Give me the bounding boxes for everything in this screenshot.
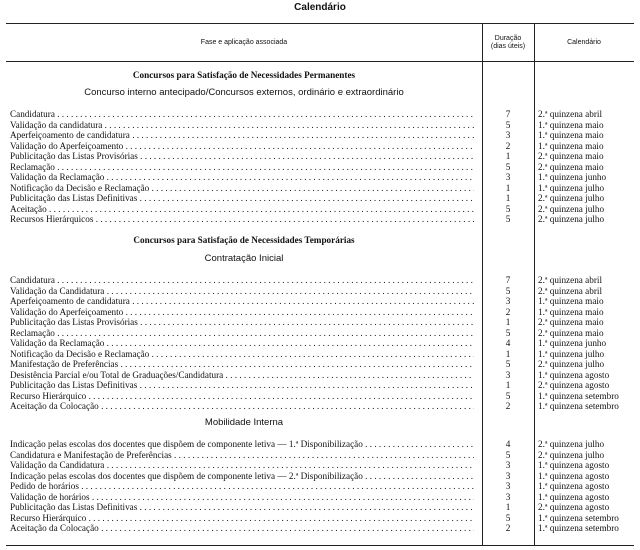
phase-label: Notificação da Decisão e Reclamação . . . <box>10 183 474 194</box>
section-internal-mobility-subtitle: Mobilidade Interna <box>204 417 284 428</box>
table-row <box>6 214 634 225</box>
duration-value: 5 <box>505 449 511 460</box>
calendar-value: 1.ª quinzena agosto <box>538 481 610 491</box>
calendar-value: 1.ª quinzena setembro <box>538 523 619 533</box>
phase-label: Reclamação . . . <box>10 328 474 339</box>
calendar-value: 2.ª quinzena agosto <box>538 502 610 512</box>
table-row <box>6 130 634 141</box>
duration-value: 5 <box>505 285 511 296</box>
header-duration-line2: (dias úteis) <box>490 42 526 50</box>
phase-label: Aceitação da Colocação . . . <box>10 401 474 412</box>
phase-label: Aperfeiçoamento de candidatura . . . <box>10 130 474 141</box>
phase-label: Aperfeiçoamento de candidatura . . . <box>10 296 474 307</box>
calendar-value: 2.ª quinzena maio <box>538 317 604 327</box>
phase-label: Candidatura . . . <box>10 109 474 120</box>
table-row <box>6 296 634 307</box>
calendar-value: 2.ª quinzena abril <box>538 275 603 285</box>
calendar-value: 1.ª quinzena junho <box>538 338 607 348</box>
calendar-value: 1.ª quinzena maio <box>538 296 604 306</box>
table-row <box>6 492 634 503</box>
calendar-value: 1.ª quinzena setembro <box>538 390 619 401</box>
calendar-value: 2.ª quinzena abril <box>538 285 603 296</box>
table-row <box>6 450 634 461</box>
table-row <box>6 349 634 360</box>
phase-label: Validação da Reclamação . . . <box>10 172 474 183</box>
calendar-value: 2.ª quinzena maio <box>538 327 604 338</box>
calendar-value: 1.ª quinzena agosto <box>538 470 610 481</box>
calendar-value: 2.ª quinzena julho <box>538 193 605 203</box>
table-row <box>6 286 634 297</box>
phase-label: Desistência Parcial e/ou Total de Graduações/Candidatura . . . <box>10 370 474 381</box>
duration-value: 2 <box>505 401 511 411</box>
table-row <box>6 513 634 524</box>
phase-label: Recurso Hierárquico . . . <box>10 513 474 524</box>
calendar-value: 1.ª quinzena maio <box>538 130 604 140</box>
table-row <box>6 523 634 534</box>
table-row <box>6 370 634 381</box>
duration-value: 5 <box>505 390 511 401</box>
phase-label: Publicitação das Listas Definitivas . . . <box>10 193 474 204</box>
duration-value: 1 <box>505 151 511 161</box>
phase-label: Validação da candidatura . . . <box>10 120 474 131</box>
table-row <box>6 141 634 152</box>
duration-value: 1 <box>505 380 511 390</box>
phase-label: Publicitação das Listas Provisórias . . . <box>10 317 474 328</box>
section-permanent-subtitle: Concurso interno antecipado/Concursos externos, ordinário e extraordinário <box>84 87 404 98</box>
header-calendar: Calendário <box>567 38 601 46</box>
table-row <box>6 471 634 482</box>
table-row <box>6 502 634 513</box>
table-row <box>6 307 634 318</box>
duration-value: 3 <box>505 491 511 502</box>
table-row <box>6 193 634 204</box>
phase-label: Validação do Aperfeiçoamento . . . <box>10 307 474 318</box>
duration-value: 4 <box>505 439 511 449</box>
calendar-value: 1.ª quinzena maio <box>538 306 604 317</box>
duration-value: 5 <box>505 359 511 369</box>
table-row <box>6 481 634 492</box>
calendar-value: 1.ª quinzena julho <box>538 348 605 359</box>
phase-label: Validação da Reclamação . . . <box>10 338 474 349</box>
phase-label: Aceitação . . . <box>10 204 474 215</box>
table-row <box>6 151 634 162</box>
phase-label: Reclamação . . . <box>10 162 474 173</box>
phase-label: Publicitação das Listas Definitivas . . . <box>10 502 474 513</box>
phase-label: Candidatura . . . <box>10 275 474 286</box>
duration-value: 3 <box>505 296 511 306</box>
duration-value: 3 <box>505 172 511 182</box>
calendar-value: 2.ª quinzena julho <box>538 214 605 224</box>
duration-value: 1 <box>505 348 511 359</box>
calendar-value: 2.ª quinzena maio <box>538 161 604 172</box>
table-row <box>6 391 634 402</box>
phase-label: Validação do Aperfeiçoamento . . . <box>10 141 474 152</box>
duration-value: 1 <box>505 193 511 203</box>
duration-value: 2 <box>505 306 511 317</box>
calendar-table <box>6 23 634 546</box>
phase-label: Indicação pelas escolas dos docentes que dispõem de componente letiva — 2.ª Disponibilização . . . <box>10 471 474 482</box>
header-duration <box>482 24 534 61</box>
duration-value: 1 <box>505 182 511 193</box>
duration-value: 5 <box>505 214 511 224</box>
section-temporary-title: Concursos para Satisfação de Necessidades Temporárias <box>133 235 355 245</box>
table-row <box>6 359 634 370</box>
table-row <box>6 338 634 349</box>
calendar-value: 1.ª quinzena agosto <box>538 460 610 470</box>
table-row <box>6 172 634 183</box>
table-row <box>6 109 634 120</box>
phase-label: Recursos Hierárquicos . . . <box>10 214 474 225</box>
document-title: Calendário <box>294 2 346 13</box>
calendar-value: 2.ª quinzena maio <box>538 151 604 161</box>
table-row <box>6 401 634 412</box>
duration-value: 1 <box>505 502 511 512</box>
table-row <box>6 380 634 391</box>
duration-value: 7 <box>505 275 511 285</box>
table-row <box>6 275 634 286</box>
calendar-value: 2.ª quinzena agosto <box>538 380 610 390</box>
phase-label: Manifestação de Preferências . . . <box>10 359 474 370</box>
header-divider <box>6 61 634 62</box>
calendar-value: 1.ª quinzena setembro <box>538 512 619 523</box>
phase-label: Validação de horários . . . <box>10 492 474 503</box>
calendar-value: 1.ª quinzena setembro <box>538 401 619 411</box>
calendar-value: 1.ª quinzena agosto <box>538 369 610 380</box>
header-phase: Fase e aplicação associada <box>200 38 288 46</box>
duration-value: 3 <box>505 130 511 140</box>
calendar-value: 2.ª quinzena julho <box>538 359 605 369</box>
calendar-value: 1.ª quinzena agosto <box>538 491 610 502</box>
table-row <box>6 460 634 471</box>
calendar-value: 2.ª quinzena julho <box>538 203 605 214</box>
duration-value: 5 <box>505 203 511 214</box>
duration-value: 3 <box>505 460 511 470</box>
phase-label: Notificação da Decisão e Reclamação . . . <box>10 349 474 360</box>
phase-label: Publicitação das Listas Provisórias . . . <box>10 151 474 162</box>
calendar-value: 1.ª quinzena julho <box>538 182 605 193</box>
table-row <box>6 120 634 131</box>
duration-value: 2 <box>505 140 511 151</box>
section-initial-hiring-subtitle: Contratação Inicial <box>204 253 284 264</box>
table-row <box>6 317 634 328</box>
header-duration-line1: Duração <box>494 34 522 42</box>
duration-value: 5 <box>505 327 511 338</box>
calendar-value: 1.ª quinzena maio <box>538 140 604 151</box>
table-row <box>6 183 634 194</box>
duration-value: 3 <box>505 481 511 491</box>
duration-value: 5 <box>505 512 511 523</box>
calendar-value: 2.ª quinzena julho <box>538 439 605 449</box>
table-row <box>6 328 634 339</box>
table-row <box>6 162 634 173</box>
phase-label: Validação da Candidatura . . . <box>10 286 474 297</box>
calendar-value: 2.ª quinzena abril <box>538 109 603 119</box>
duration-value: 1 <box>505 317 511 327</box>
calendar-value: 1.ª quinzena junho <box>538 172 607 182</box>
calendar-value: 2.ª quinzena julho <box>538 449 605 460</box>
phase-label: Pedido de horários . . . <box>10 481 474 492</box>
duration-value: 5 <box>505 161 511 172</box>
phase-label: Publicitação das Listas Definitivas . . . <box>10 380 474 391</box>
table-row <box>6 204 634 215</box>
duration-value: 3 <box>505 369 511 380</box>
phase-label: Recurso Hierárquico . . . <box>10 391 474 402</box>
duration-value: 2 <box>505 523 511 533</box>
duration-value: 3 <box>505 470 511 481</box>
phase-label: Candidatura e Manifestação de Preferências . . . <box>10 450 474 461</box>
calendar-value: 1.ª quinzena maio <box>538 119 604 130</box>
phase-label: Indicação pelas escolas dos docentes que dispõem de componente letiva — 1.ª Disponibilização . . . <box>10 439 474 450</box>
duration-value: 5 <box>505 119 511 130</box>
phase-label: Validação da Candidatura . . . <box>10 460 474 471</box>
duration-value: 4 <box>505 338 511 348</box>
table-row <box>6 439 634 450</box>
duration-value: 7 <box>505 109 511 119</box>
phase-label: Aceitação da Colocação . . . <box>10 523 474 534</box>
section-permanent-title: Concursos para Satisfação de Necessidades Permanentes <box>132 70 356 80</box>
